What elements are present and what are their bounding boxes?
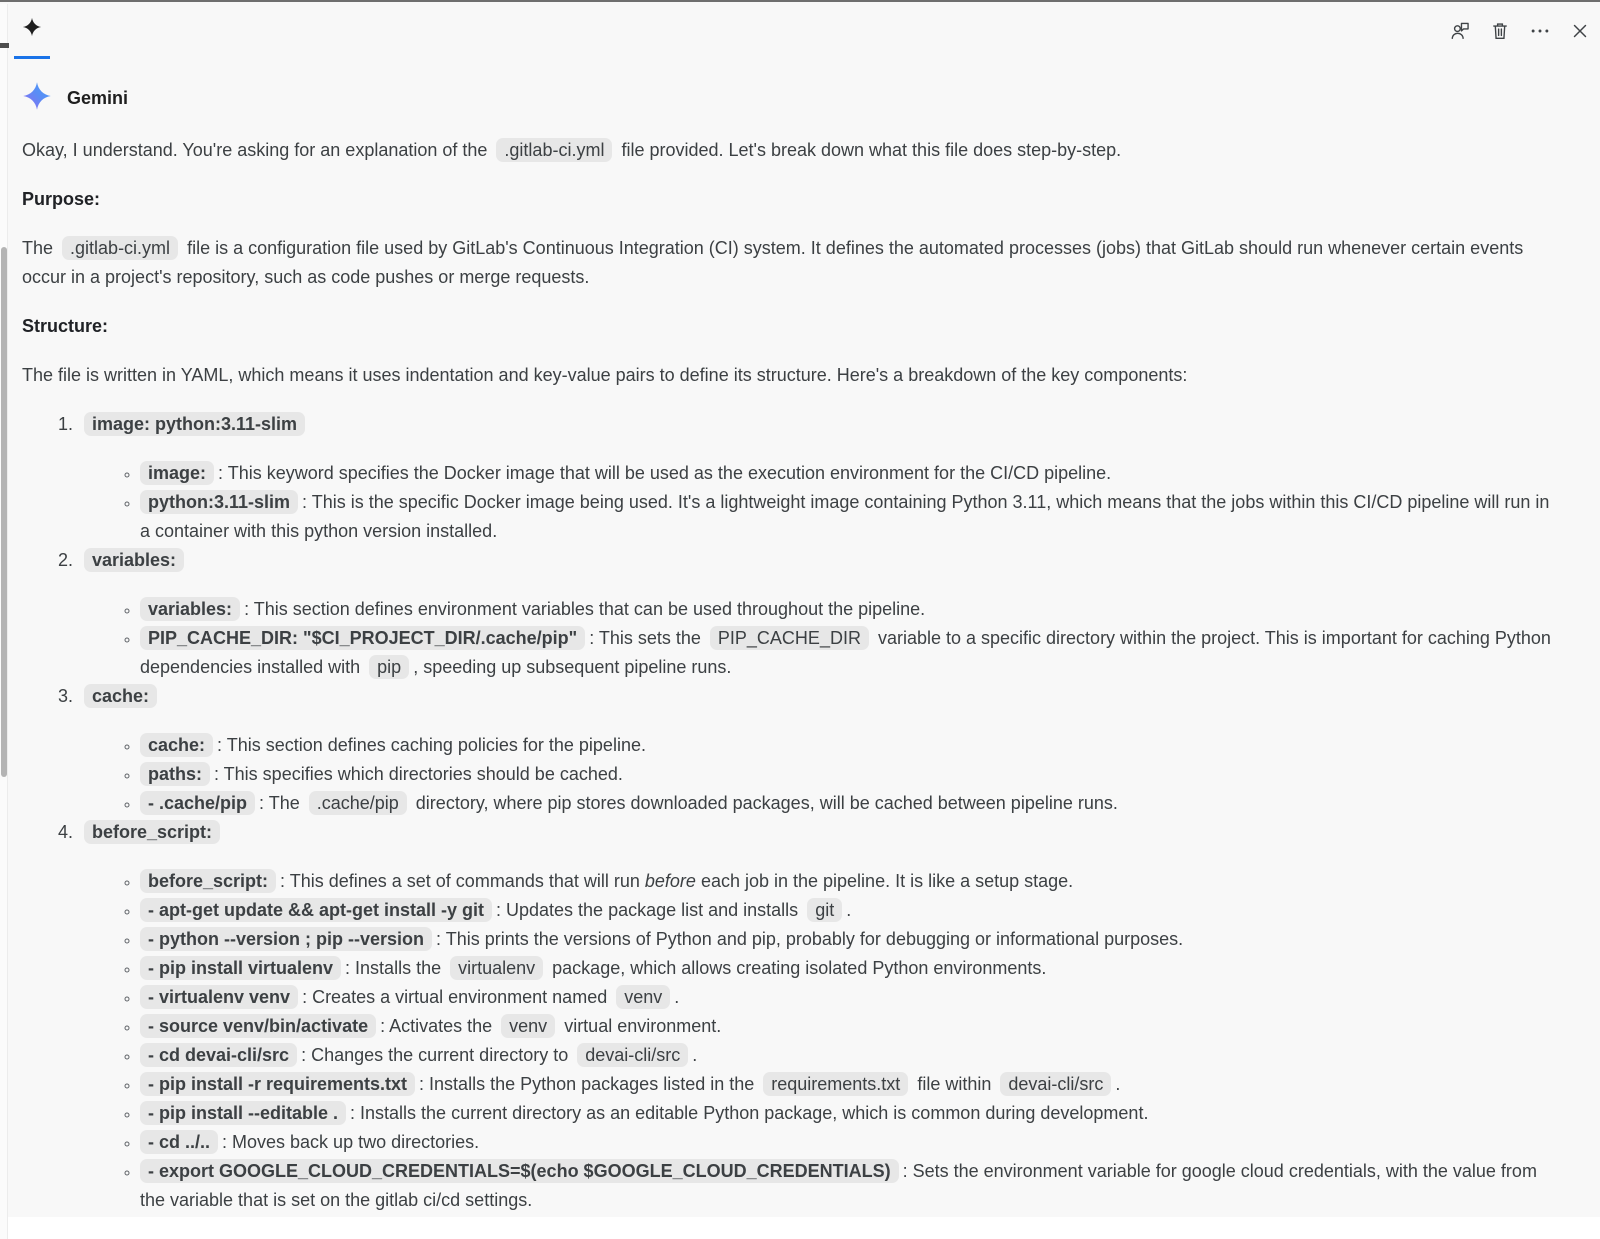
- inline-code-chip: - pip install virtualenv: [140, 956, 341, 980]
- paragraph: Okay, I understand. You're asking for an explanation of the .gitlab-ci.yml file provided. Let's break down what this file does step-by-step.: [22, 140, 1122, 160]
- inline-code-chip: image:: [140, 461, 214, 485]
- inline-code-chip: - export GOOGLE_CLOUD_CREDENTIALS=$(echo $GOOGLE_CLOUD_CREDENTIALS): [140, 1159, 899, 1183]
- bullet-item: ◦ PIP_CACHE_DIR: "$CI_PROJECT_DIR/.cache/pip" : This sets the PIP_CACHE_DIR variable to a specific directory within the project. This is important for caching Python dependencies installed with pip , speeding up subsequent pipeline runs.: [140, 624, 1556, 682]
- input-area-edge: [0, 1217, 1600, 1239]
- bullet-item: ◦ - python --version ; pip --version : This prints the versions of Python and pip, probably for debugging or informational purposes.: [140, 925, 1556, 954]
- inline-code-chip: cache:: [84, 684, 157, 708]
- list-number: 2.: [58, 550, 74, 570]
- chat-content: [8, 59, 1600, 1215]
- inline-code-chip: cache:: [140, 733, 213, 757]
- more-options-button[interactable]: [1526, 17, 1553, 44]
- assistant-name: Gemini: [67, 88, 129, 108]
- bullet-item: ◦ - .cache/pip : The .cache/pip directory, where pip stores downloaded packages, will be cached between pipeline runs.: [140, 789, 1556, 818]
- inline-code-chip: pip: [369, 655, 409, 679]
- inline-code-chip: virtualenv: [450, 956, 543, 980]
- bullet-item: ◦ - pip install virtualenv : Installs the virtualenv package, which allows creating isolated Python environments.: [140, 954, 1556, 983]
- inline-code-chip: - source venv/bin/activate: [140, 1014, 376, 1038]
- inline-code-chip: before_script:: [84, 820, 220, 844]
- assistant-message: [22, 136, 1556, 1215]
- bullet-item: ◦ - pip install -r requirements.txt : Installs the Python packages listed in the requirements.txt file within devai-cli/src .: [140, 1070, 1556, 1099]
- section-heading: Structure:: [22, 316, 109, 336]
- assistant-header: [22, 81, 1556, 116]
- inline-code-chip: - .cache/pip: [140, 791, 255, 815]
- bullet-item: ◦ - export GOOGLE_CLOUD_CREDENTIALS=$(echo $GOOGLE_CLOUD_CREDENTIALS) : Sets the environment variable for google cloud credentials, with the value from the variable that is set on the gitlab ci/cd settings.: [140, 1157, 1556, 1215]
- ordered-list-item: [58, 682, 1556, 711]
- ordered-list-item: [58, 410, 1556, 439]
- scrollbar-thumb[interactable]: [1, 247, 7, 777]
- inline-code-chip: variables:: [140, 597, 240, 621]
- inline-code-chip: git: [807, 898, 842, 922]
- bullet-list: [120, 459, 1556, 546]
- bullet-list: [120, 867, 1556, 1215]
- gemini-star-icon: [22, 81, 52, 116]
- ordered-list-item: [58, 818, 1556, 847]
- bullet-item: ◦ variables: : This section defines environment variables that can be used throughout the pipeline.: [140, 595, 1556, 624]
- bullet-item: ◦ - pip install --editable . : Installs the current directory as an editable Python package, which is common during development.: [140, 1099, 1556, 1128]
- bullet-item: ◦ before_script: : This defines a set of commands that will run before each job in the pipeline. It is like a setup stage.: [140, 867, 1556, 896]
- inline-code-chip: - cd ../..: [140, 1130, 218, 1154]
- inline-code-chip: python:3.11-slim: [140, 490, 298, 514]
- inline-code-chip: - pip install --editable .: [140, 1101, 346, 1125]
- panel-topbar: [0, 2, 1600, 59]
- inline-code-chip: PIP_CACHE_DIR: [710, 626, 869, 650]
- inline-code-chip: PIP_CACHE_DIR: "$CI_PROJECT_DIR/.cache/pip": [140, 626, 585, 650]
- topbar-actions: [1446, 17, 1593, 44]
- feedback-button[interactable]: [1446, 17, 1473, 44]
- inline-code-chip: - python --version ; pip --version: [140, 927, 432, 951]
- bullet-item: ◦ - apt-get update && apt-get install -y git : Updates the package list and installs git .: [140, 896, 1556, 925]
- paragraph: The file is written in YAML, which means it uses indentation and key-value pairs to define its structure. Here's a breakdown of the key components:: [22, 365, 1188, 385]
- inline-code-chip: variables:: [84, 548, 184, 572]
- sparkle-icon: [22, 17, 42, 42]
- bullet-item: ◦ cache: : This section defines caching policies for the pipeline.: [140, 731, 1556, 760]
- close-icon: [1569, 20, 1591, 42]
- bullet-item: ◦ python:3.11-slim : This is the specific Docker image being used. It's a lightweight image containing Python 3.11, which means that the jobs within this CI/CD pipeline will run in a container with this python version installed.: [140, 488, 1556, 546]
- inline-code-chip: - apt-get update && apt-get install -y git: [140, 898, 492, 922]
- inline-code-chip: before_script:: [140, 869, 276, 893]
- trash-icon: [1489, 20, 1511, 42]
- italic-text: before: [644, 871, 696, 891]
- bullet-item: ◦ - cd devai-cli/src : Changes the current directory to devai-cli/src .: [140, 1041, 1556, 1070]
- inline-code-chip: venv: [616, 985, 670, 1009]
- person-feedback-icon: [1449, 20, 1471, 42]
- inline-code-chip: requirements.txt: [763, 1072, 908, 1096]
- ellipsis-icon: [1529, 20, 1551, 42]
- section-heading: Purpose:: [22, 189, 101, 209]
- inline-code-chip: .gitlab-ci.yml: [496, 138, 612, 162]
- bullet-item: ◦ - cd ../.. : Moves back up two directories.: [140, 1128, 1556, 1157]
- list-number: 4.: [58, 822, 74, 842]
- bullet-item: ◦ paths: : This specifies which directories should be cached.: [140, 760, 1556, 789]
- inline-code-chip: .gitlab-ci.yml: [62, 236, 178, 260]
- bullet-item: ◦ - source venv/bin/activate : Activates the venv virtual environment.: [140, 1012, 1556, 1041]
- ordered-list-item: [58, 546, 1556, 575]
- inline-code-chip: devai-cli/src: [1000, 1072, 1111, 1096]
- inline-code-chip: image: python:3.11-slim: [84, 412, 305, 436]
- paragraph: The .gitlab-ci.yml file is a configuration file used by GitLab's Continuous Integration (CI) system. It defines the automated processes (jobs) that GitLab should run whenever certain events occur in a project's repository, such as code pushes or merge requests.: [22, 238, 1524, 287]
- delete-conversation-button[interactable]: [1486, 17, 1513, 44]
- inline-code-chip: venv: [501, 1014, 555, 1038]
- inline-code-chip: - virtualenv venv: [140, 985, 298, 1009]
- bullet-list: [120, 595, 1556, 682]
- inline-code-chip: devai-cli/src: [577, 1043, 688, 1067]
- window-edge-artifact: [0, 43, 9, 48]
- inline-code-chip: paths:: [140, 762, 210, 786]
- bullet-list: [120, 731, 1556, 818]
- bullet-item: ◦ image: : This keyword specifies the Docker image that will be used as the execution environment for the CI/CD pipeline.: [140, 459, 1556, 488]
- bullet-item: ◦ - virtualenv venv : Creates a virtual environment named venv .: [140, 983, 1556, 1012]
- list-number: 1.: [58, 414, 74, 434]
- inline-code-chip: .cache/pip: [309, 791, 407, 815]
- close-panel-button[interactable]: [1566, 17, 1593, 44]
- left-scrollbar[interactable]: [0, 4, 8, 1239]
- tab-gemini-chat[interactable]: [14, 2, 50, 59]
- inline-code-chip: - pip install -r requirements.txt: [140, 1072, 415, 1096]
- list-number: 3.: [58, 686, 74, 706]
- inline-code-chip: - cd devai-cli/src: [140, 1043, 297, 1067]
